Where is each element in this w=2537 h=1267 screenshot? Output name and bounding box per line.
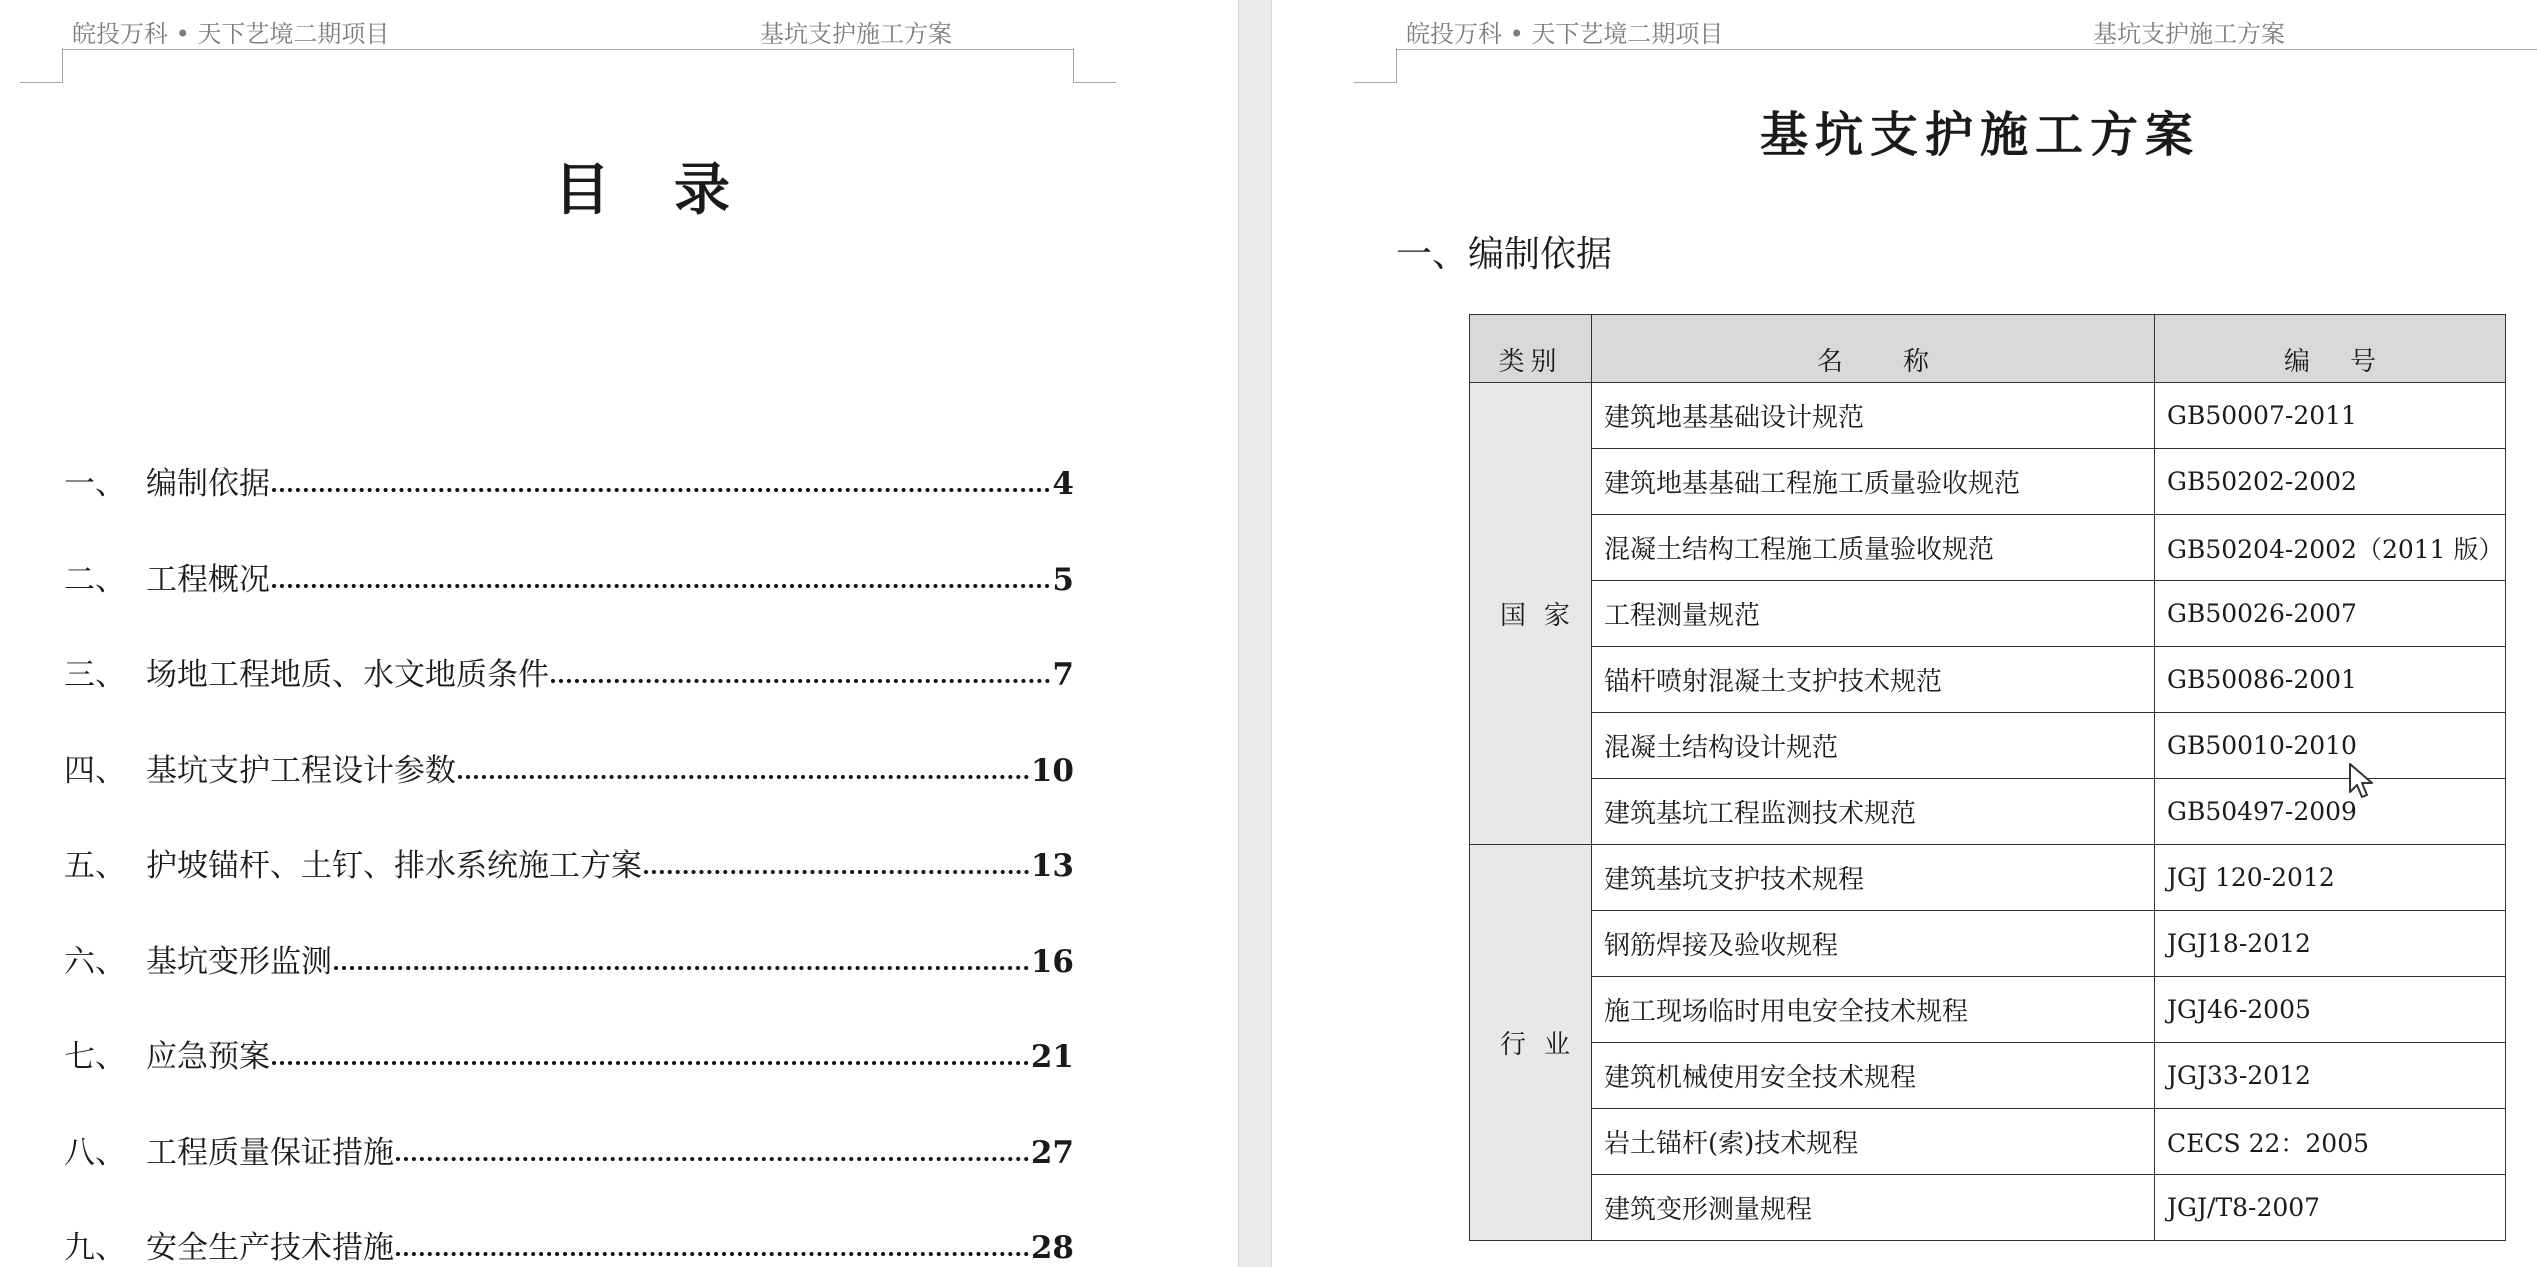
table-row (1470, 515, 2506, 581)
table-row (1470, 1043, 2506, 1109)
header-rule (62, 49, 1074, 50)
toc-entry-title: 安全生产技术措施 (146, 1230, 394, 1266)
standard-name-cell: 建筑变形测量规程 (1592, 1175, 2155, 1241)
table-row (1470, 911, 2506, 977)
standard-code-cell: GB50026-2007 (2155, 581, 2506, 647)
toc-entry[interactable] (64, 1031, 1074, 1081)
standard-code-cell: JGJ18-2012 (2155, 911, 2506, 977)
standard-code-cell: JGJ/T8-2007 (2155, 1175, 2506, 1241)
table-row (1470, 845, 2506, 911)
mouse-pointer-icon (2348, 762, 2378, 802)
toc-entry[interactable] (64, 840, 1074, 890)
toc-entry[interactable] (64, 554, 1074, 604)
body-page (1272, 0, 2537, 1267)
toc-entry-title: 护坡锚杆、土钉、排水系统施工方案 (146, 848, 642, 884)
standard-name-cell: 建筑地基基础工程施工质量验收规范 (1592, 449, 2155, 515)
running-header-document: 基坑支护施工方案 (760, 20, 952, 48)
table-row (1470, 581, 2506, 647)
standard-name-cell: 岩土锚杆(索)技术规程 (1592, 1109, 2155, 1175)
toc-entry-page: 21 (1030, 1039, 1074, 1075)
toc-entry-title: 应急预案 (146, 1039, 270, 1075)
toc-entry-number: 五、 (64, 848, 126, 884)
section-heading: 一、编制依据 (1396, 234, 1613, 275)
toc-dot-leader (396, 1157, 1029, 1161)
standard-code-cell: GB50497-2009 (2155, 779, 2506, 845)
table-row (1470, 1175, 2506, 1241)
crop-mark (20, 48, 63, 83)
toc-entry-title: 基坑支护工程设计参数 (146, 752, 456, 789)
toc-entry-page: 13 (1030, 848, 1074, 884)
toc-entry-title: 工程概况 (146, 561, 270, 598)
table-row (1470, 383, 2506, 449)
page-gutter (1238, 0, 1272, 1267)
toc-entry-number: 一、 (64, 466, 126, 502)
toc-entry-number: 二、 (64, 561, 126, 598)
table-row (1470, 647, 2506, 713)
running-header-document: 基坑支护施工方案 (2093, 20, 2285, 48)
standard-name-cell: 施工现场临时用电安全技术规程 (1592, 977, 2155, 1043)
standard-code-cell: JGJ 120-2012 (2155, 845, 2506, 911)
toc-entry-page: 27 (1030, 1134, 1074, 1171)
toc-dot-leader (272, 1061, 1029, 1065)
toc-dot-leader (396, 1252, 1029, 1256)
standard-code-cell: CECS 22：2005 (2155, 1109, 2506, 1175)
toc-entry-number: 六、 (64, 943, 126, 980)
toc-entry-page: 5 (1052, 561, 1074, 598)
toc-page (0, 0, 1238, 1267)
table-row (1470, 977, 2506, 1043)
standard-code-cell: GB50010-2010 (2155, 713, 2506, 779)
toc-entry-page: 7 (1052, 657, 1074, 693)
toc-entry[interactable] (64, 936, 1074, 986)
standard-name-cell: 建筑地基基础设计规范 (1592, 383, 2155, 449)
standard-name-cell: 建筑机械使用安全技术规程 (1592, 1043, 2155, 1109)
standard-name-cell: 混凝土结构工程施工质量验收规范 (1592, 515, 2155, 581)
document-title: 基坑支护施工方案 (1759, 107, 2200, 163)
toc-entry-title: 工程质量保证措施 (146, 1134, 394, 1171)
running-header-project: 皖投万科 • 天下艺境二期项目 (1406, 20, 1724, 48)
standard-code-cell: JGJ46-2005 (2155, 977, 2506, 1043)
toc-entry-number: 三、 (64, 657, 126, 693)
spec-table-body (1470, 383, 2506, 1241)
toc-entry-page: 10 (1030, 752, 1074, 789)
toc-entry[interactable] (64, 458, 1074, 508)
toc-entry-number: 九、 (64, 1230, 126, 1266)
toc-dot-leader (272, 488, 1050, 492)
standard-name-cell: 工程测量规范 (1592, 581, 2155, 647)
toc-entry-title: 场地工程地质、水文地质条件 (146, 657, 549, 693)
toc-entry-number: 八、 (64, 1134, 126, 1171)
toc-entry[interactable] (64, 649, 1074, 699)
table-row (1470, 449, 2506, 515)
standard-code-cell: JGJ33-2012 (2155, 1043, 2506, 1109)
toc-entry[interactable] (64, 745, 1074, 795)
column-header-category: 类别 (1470, 315, 1592, 383)
toc-entry-page: 28 (1030, 1230, 1074, 1266)
toc-dot-leader (644, 870, 1029, 874)
toc-entry-page: 16 (1030, 943, 1074, 980)
column-header-code: 编号 (2155, 315, 2506, 383)
crop-mark (1354, 48, 1397, 83)
table-row (1470, 1109, 2506, 1175)
standard-name-cell: 建筑基坑支护技术规程 (1592, 845, 2155, 911)
toc-entry-title: 基坑变形监测 (146, 943, 332, 980)
toc-title: 目录 (554, 157, 794, 223)
toc-entry[interactable] (64, 1222, 1074, 1267)
toc-dot-leader (334, 966, 1029, 970)
standard-name-cell: 混凝土结构设计规范 (1592, 713, 2155, 779)
column-header-name: 名称 (1592, 315, 2155, 383)
toc-dot-leader (458, 775, 1029, 779)
toc-entry[interactable] (64, 1127, 1074, 1177)
running-header-project: 皖投万科 • 天下艺境二期项目 (72, 20, 390, 48)
toc-dot-leader (272, 584, 1050, 588)
category-cell: 国家 (1470, 383, 1592, 845)
standard-code-cell: GB50007-2011 (2155, 383, 2506, 449)
toc-dot-leader (551, 679, 1050, 683)
standard-name-cell: 钢筋焊接及验收规程 (1592, 911, 2155, 977)
category-cell: 行业 (1470, 845, 1592, 1241)
toc-entry-title: 编制依据 (146, 466, 270, 502)
standard-code-cell: GB50202-2002 (2155, 449, 2506, 515)
standard-code-cell: GB50086-2001 (2155, 647, 2506, 713)
table-header-row (1470, 315, 2506, 383)
crop-mark (1073, 48, 1116, 83)
header-rule (1396, 49, 2537, 50)
standard-name-cell: 建筑基坑工程监测技术规范 (1592, 779, 2155, 845)
standard-name-cell: 锚杆喷射混凝土支护技术规范 (1592, 647, 2155, 713)
toc-entry-number: 四、 (64, 752, 126, 789)
toc-entry-number: 七、 (64, 1039, 126, 1075)
standard-code-cell: GB50204-2002（2011 版） (2155, 515, 2506, 581)
toc-entry-page: 4 (1052, 466, 1074, 502)
